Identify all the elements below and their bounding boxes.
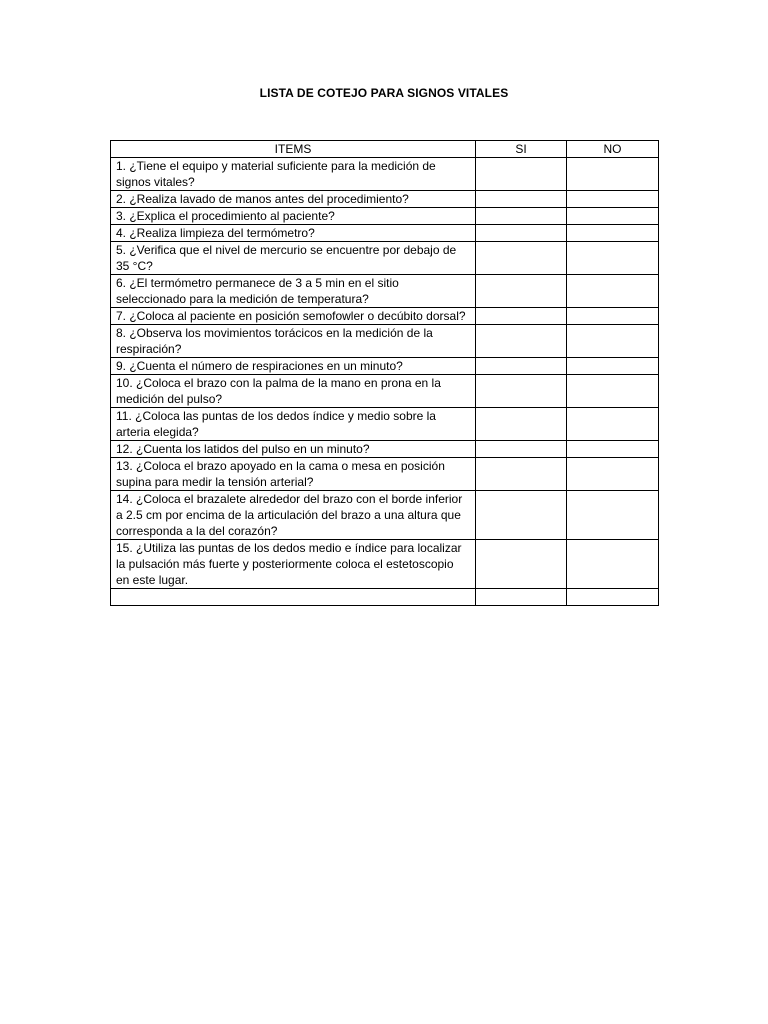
si-cell[interactable] <box>476 308 567 325</box>
table-row <box>111 358 659 375</box>
si-cell[interactable] <box>476 458 567 491</box>
table-row <box>111 458 659 491</box>
si-cell[interactable] <box>476 208 567 225</box>
page-title: LISTA DE COTEJO PARA SIGNOS VITALES <box>259 86 509 100</box>
no-cell[interactable] <box>567 540 659 589</box>
si-cell[interactable] <box>476 325 567 358</box>
no-cell[interactable] <box>567 225 659 242</box>
item-text: 14. ¿Coloca el brazalete alrededor del brazo con el borde inferior a 2.5 cm por encima de la articulación del brazo a una altura que corresponda a la del corazón? <box>111 491 476 540</box>
no-cell[interactable] <box>567 441 659 458</box>
item-text: 15. ¿Utiliza las puntas de los dedos medio e índice para localizar la pulsación más fuerte y posteriormente coloca el estetoscopio en este lugar. <box>111 540 476 589</box>
table-row <box>111 225 659 242</box>
table-row <box>111 540 659 589</box>
item-text: 12. ¿Cuenta los latidos del pulso en un minuto? <box>111 441 476 458</box>
checklist-table <box>110 140 659 606</box>
item-text: 11. ¿Coloca las puntas de los dedos índice y medio sobre la arteria elegida? <box>111 408 476 441</box>
no-cell[interactable] <box>567 308 659 325</box>
si-cell[interactable] <box>476 225 567 242</box>
table-row <box>111 191 659 208</box>
si-cell[interactable] <box>476 158 567 191</box>
si-cell[interactable] <box>476 358 567 375</box>
header-si: SI <box>476 141 567 158</box>
table-row <box>111 242 659 275</box>
si-cell[interactable] <box>476 589 567 606</box>
table-row <box>111 275 659 308</box>
no-cell[interactable] <box>567 325 659 358</box>
item-text: 10. ¿Coloca el brazo con la palma de la mano en prona en la medición del pulso? <box>111 375 476 408</box>
no-cell[interactable] <box>567 242 659 275</box>
table-row <box>111 491 659 540</box>
si-cell[interactable] <box>476 275 567 308</box>
item-text: 1. ¿Tiene el equipo y material suficiente para la medición de signos vitales? <box>111 158 476 191</box>
no-cell[interactable] <box>567 589 659 606</box>
header-row <box>111 141 659 158</box>
item-text: 4. ¿Realiza limpieza del termómetro? <box>111 225 476 242</box>
blank-row <box>111 589 659 606</box>
item-text: 7. ¿Coloca al paciente en posición semofowler o decúbito dorsal? <box>111 308 476 325</box>
no-cell[interactable] <box>567 158 659 191</box>
table-row <box>111 408 659 441</box>
table-row <box>111 158 659 191</box>
si-cell[interactable] <box>476 441 567 458</box>
table-row <box>111 308 659 325</box>
no-cell[interactable] <box>567 458 659 491</box>
item-text: 6. ¿El termómetro permanece de 3 a 5 min en el sitio seleccionado para la medición de temperatura? <box>111 275 476 308</box>
item-text: 8. ¿Observa los movimientos torácicos en la medición de la respiración? <box>111 325 476 358</box>
table-row <box>111 441 659 458</box>
item-text: 9. ¿Cuenta el número de respiraciones en un minuto? <box>111 358 476 375</box>
table-row <box>111 325 659 358</box>
table-row <box>111 375 659 408</box>
item-text: 2. ¿Realiza lavado de manos antes del procedimiento? <box>111 191 476 208</box>
si-cell[interactable] <box>476 491 567 540</box>
no-cell[interactable] <box>567 191 659 208</box>
no-cell[interactable] <box>567 375 659 408</box>
item-text: 5. ¿Verifica que el nivel de mercurio se encuentre por debajo de 35 °C? <box>111 242 476 275</box>
si-cell[interactable] <box>476 540 567 589</box>
no-cell[interactable] <box>567 408 659 441</box>
si-cell[interactable] <box>476 375 567 408</box>
si-cell[interactable] <box>476 408 567 441</box>
no-cell[interactable] <box>567 491 659 540</box>
item-text: 3. ¿Explica el procedimiento al paciente? <box>111 208 476 225</box>
header-no: NO <box>567 141 659 158</box>
header-items: ITEMS <box>111 141 476 158</box>
si-cell[interactable] <box>476 242 567 275</box>
item-text: 13. ¿Coloca el brazo apoyado en la cama o mesa en posición supina para medir la tensión arterial? <box>111 458 476 491</box>
no-cell[interactable] <box>567 358 659 375</box>
no-cell[interactable] <box>567 275 659 308</box>
table-row <box>111 208 659 225</box>
blank-item-cell[interactable] <box>111 589 476 606</box>
si-cell[interactable] <box>476 191 567 208</box>
no-cell[interactable] <box>567 208 659 225</box>
